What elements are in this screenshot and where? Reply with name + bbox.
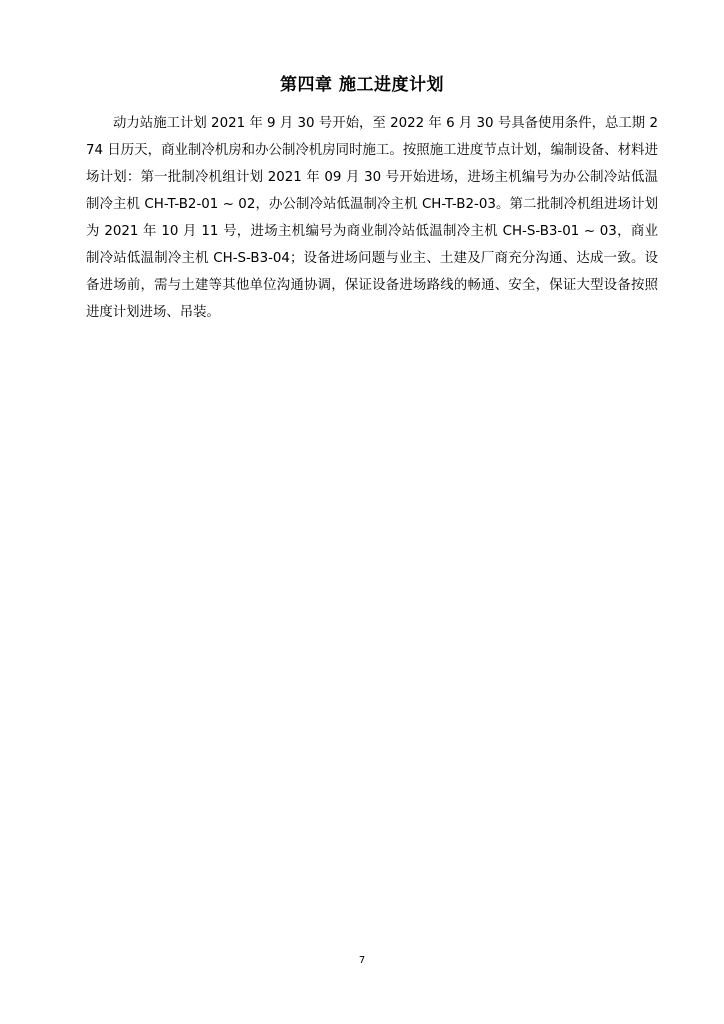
page-number: 7 — [358, 955, 366, 966]
body-paragraph: 动力站施工计划 2021 年 9 月 30 号开始，至 2022 年 6 月 30 号具备使用条件，总工期 274 日历天，商业制冷机房和办公制冷机房同时施工。按照施工进度节点计划，编制设备、材料进场计划：第一批制冷机组计划 2021 年 09 月 30 号开始进场，进场主机编号为办公制冷站低温制冷主机 CH-T-B2-01 ~ 02，办公制冷站低温制冷主机 CH-T-B2-03。第二批制冷机组进场计划为 2021 年 10 月 11 号，进场主机编号为商业制冷站低温制冷主机 CH-S-B3-01 ~ 03，商业制冷站低温制冷主机 CH-S-B3-04；设备进场问题与业主、土建及厂商充分沟通、达成一致。设备进场前，需与土建等其他单位沟通协调，保证设备进场路线的畅通、安全，保证大型设备按照进度计划进场、吊装。 — [86, 116, 658, 320]
chapter-title: 第四章 施工进度计划 — [280, 75, 444, 95]
